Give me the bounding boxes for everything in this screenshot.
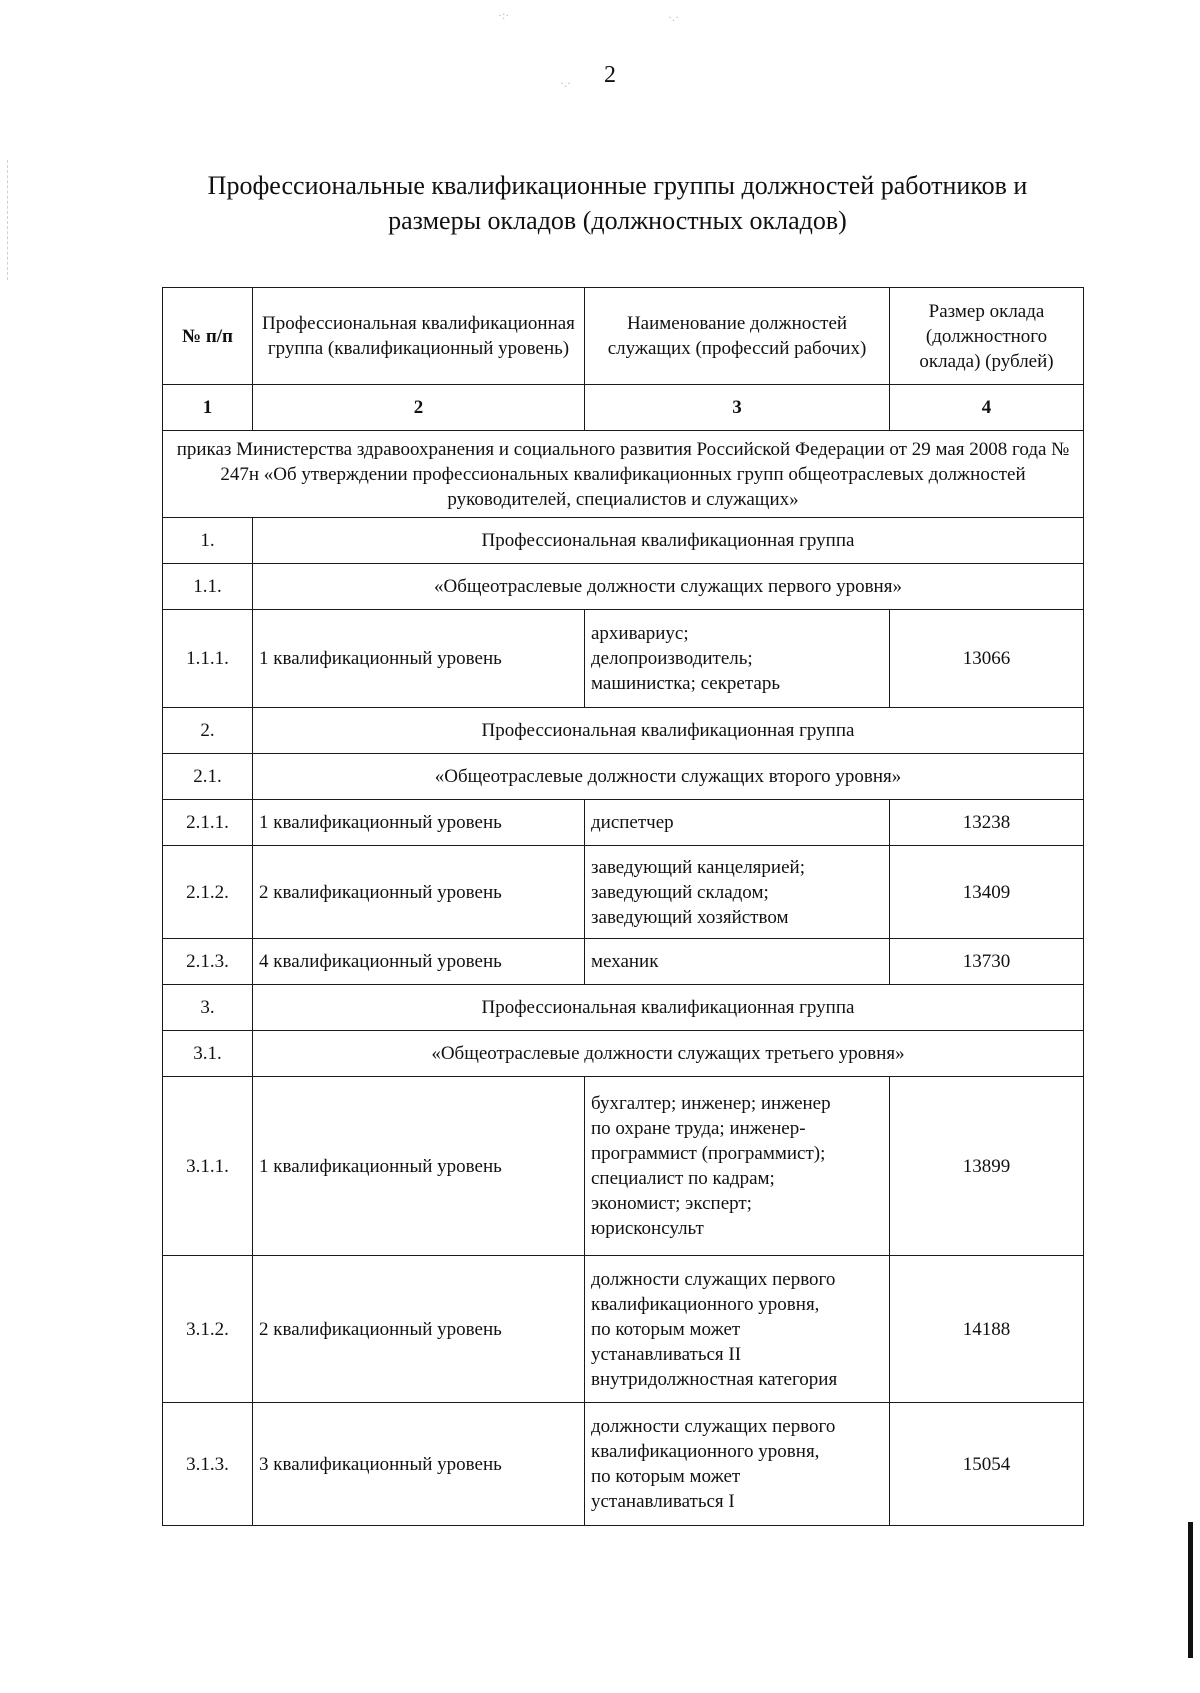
position-line: программист (программист); (591, 1143, 826, 1164)
position-line: устанавливаться II (591, 1343, 742, 1365)
row-number: 1.1. (163, 564, 253, 610)
salary-value: 15054 (890, 1403, 1084, 1526)
row-number: 1.1.1. (163, 610, 253, 708)
position-line: квалификационного уровня, (591, 1441, 820, 1462)
qualification-level: 2 квалификационный уровень (253, 846, 585, 939)
page-number: 2 (604, 62, 616, 88)
group-subtitle: «Общеотраслевые должности служащих второго уровня» (253, 754, 1084, 800)
salary-value: 13238 (890, 800, 1084, 846)
salary-value: 14188 (890, 1256, 1084, 1403)
salary-table (162, 287, 1084, 1526)
table-row (163, 1031, 1084, 1077)
row-number: 3.1. (163, 1031, 253, 1077)
position-names (585, 1077, 890, 1256)
group-title: Профессиональная квалификационная группа (253, 708, 1084, 754)
table-row (163, 610, 1084, 708)
position-line: квалификационного уровня, (591, 1293, 820, 1315)
scan-speck: ·.· (668, 10, 679, 24)
position-line: машинистка; секретарь (591, 673, 780, 694)
position-line: должности служащих первого (591, 1416, 836, 1437)
position-line: специалист по кадрам; (591, 1168, 775, 1189)
column-number: 2 (253, 385, 585, 431)
scan-edge-bar (1188, 1522, 1193, 1658)
qualification-level: 1 квалификационный уровень (253, 1077, 585, 1256)
position-names (585, 939, 890, 985)
row-number: 3.1.3. (163, 1403, 253, 1526)
scan-speck: ·.· (560, 76, 571, 90)
position-line: заведующий складом; (591, 881, 769, 903)
column-number: 3 (585, 385, 890, 431)
position-line: по которым может (591, 1318, 741, 1340)
table-row (163, 846, 1084, 939)
salary-value: 13066 (890, 610, 1084, 708)
position-line: делопроизводитель; (591, 648, 753, 669)
table-row (163, 985, 1084, 1031)
salary-value: 13409 (890, 846, 1084, 939)
position-line: диспетчер (591, 812, 674, 833)
table-row (163, 1077, 1084, 1256)
row-number: 2.1. (163, 754, 253, 800)
column-number: 4 (890, 385, 1084, 431)
row-number: 2. (163, 708, 253, 754)
title-line-2: размеры окладов (должностных окладов) (388, 206, 847, 235)
row-number: 2.1.1. (163, 800, 253, 846)
column-numbers-row (163, 385, 1084, 431)
qualification-level: 4 квалификационный уровень (253, 939, 585, 985)
salary-value: 13899 (890, 1077, 1084, 1256)
position-names (585, 610, 890, 708)
order-reference-text: приказ Министерства здравоохранения и социального развития Российской Федерации от 29 мая 2008 года № 247н «Об утверждении профессиональных квалификационных групп общеотраслевых должностей руководителей, специалистов и служащих» (163, 431, 1084, 518)
position-line: заведующий хозяйством (591, 906, 789, 928)
salary-value: 13730 (890, 939, 1084, 985)
row-number: 2.1.2. (163, 846, 253, 939)
scan-speck: ·:· (498, 8, 510, 22)
table-row (163, 939, 1084, 985)
row-number: 3.1.2. (163, 1256, 253, 1403)
table-header-row (163, 288, 1084, 385)
table-row (163, 564, 1084, 610)
row-number: 3. (163, 985, 253, 1031)
qualification-level: 1 квалификационный уровень (253, 800, 585, 846)
row-number: 1. (163, 518, 253, 564)
order-reference-row (163, 431, 1084, 518)
group-title: Профессиональная квалификационная группа (253, 985, 1084, 1031)
group-subtitle: «Общеотраслевые должности служащих первого уровня» (253, 564, 1084, 610)
position-line: архивариус; (591, 623, 689, 644)
table-row (163, 708, 1084, 754)
position-names (585, 800, 890, 846)
group-title: Профессиональная квалификационная группа (253, 518, 1084, 564)
header-number: № п/п (163, 288, 253, 385)
position-line: юрисконсульт (591, 1218, 704, 1239)
position-names (585, 846, 890, 939)
position-line: бухгалтер; инженер; инженер (591, 1093, 831, 1114)
position-line: внутридолжностная категория (591, 1368, 838, 1390)
qualification-level: 2 квалификационный уровень (253, 1256, 585, 1403)
document-title (150, 168, 1085, 238)
position-names (585, 1403, 890, 1526)
table-row (163, 754, 1084, 800)
table-row (163, 1256, 1084, 1403)
position-line: по охране труда; инженер- (591, 1118, 806, 1139)
qualification-level: 1 квалификационный уровень (253, 610, 585, 708)
title-line-1: Профессиональные квалификационные группы должностей работников и (207, 171, 1028, 200)
position-line: должности служащих первого (591, 1268, 836, 1290)
header-salary: Размер оклада (должностного оклада) (рублей) (890, 288, 1084, 385)
row-number: 3.1.1. (163, 1077, 253, 1256)
position-line: устанавливаться I (591, 1491, 735, 1512)
position-names (585, 1256, 890, 1403)
table-row (163, 1403, 1084, 1526)
position-line: механик (591, 951, 659, 972)
scan-margin-mark (7, 160, 8, 280)
qualification-level: 3 квалификационный уровень (253, 1403, 585, 1526)
row-number: 2.1.3. (163, 939, 253, 985)
table-row (163, 518, 1084, 564)
header-group: Профессиональная квалификационная группа (квалификационный уровень) (253, 288, 585, 385)
column-number: 1 (163, 385, 253, 431)
header-positions: Наименование должностей служащих (профессий рабочих) (585, 288, 890, 385)
position-line: экономист; эксперт; (591, 1193, 752, 1214)
position-line: заведующий канцелярией; (591, 856, 805, 878)
group-subtitle: «Общеотраслевые должности служащих третьего уровня» (253, 1031, 1084, 1077)
table-row (163, 800, 1084, 846)
position-line: по которым может (591, 1466, 741, 1487)
